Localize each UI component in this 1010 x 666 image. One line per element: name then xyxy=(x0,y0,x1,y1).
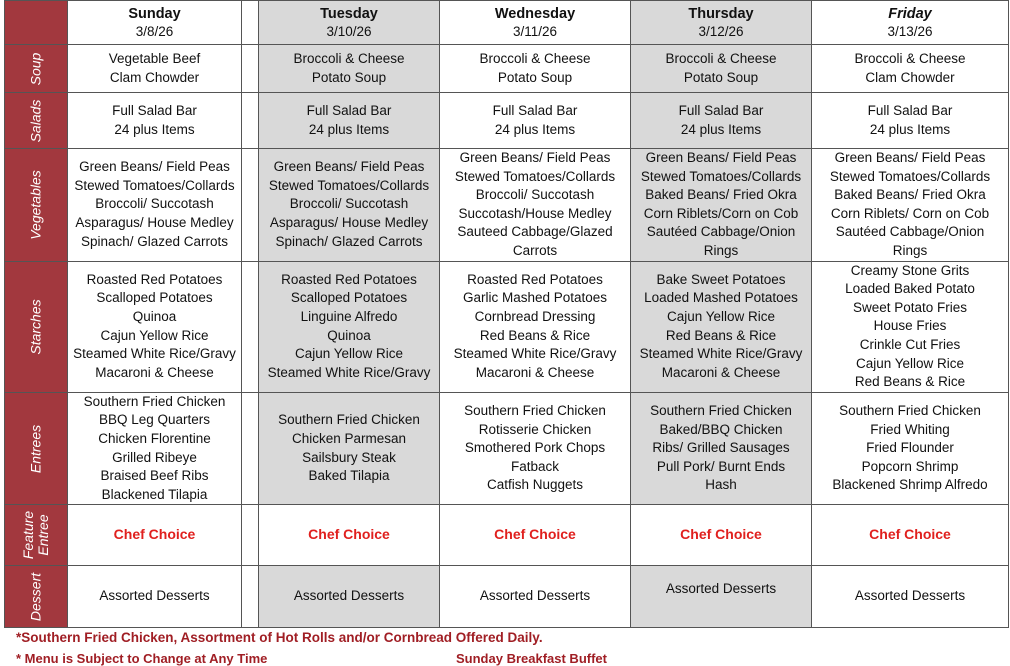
menu-item: Steamed White Rice/Gravy xyxy=(639,346,803,362)
menu-item: Green Beans/ Field Peas xyxy=(459,150,611,165)
menu-item: Popcorn Shrimp xyxy=(861,458,959,474)
day-header-thursday xyxy=(631,1,812,45)
category-label: Salads xyxy=(27,99,44,142)
menu-item: Vegetable Beef xyxy=(108,50,201,66)
menu-item: Full Salad Bar xyxy=(492,102,578,118)
day-date: 3/12/26 xyxy=(698,23,744,39)
menu-item: Cajun Yellow Rice xyxy=(294,346,404,362)
dessert-cell xyxy=(259,566,440,628)
category-label: Feature xyxy=(20,511,36,560)
column-spacer xyxy=(242,1,259,45)
menu-item: Braised Beef Ribs xyxy=(100,468,209,484)
menu-item: Scalloped Potatoes xyxy=(290,290,408,306)
column-spacer xyxy=(242,93,259,149)
column-spacer xyxy=(242,566,259,628)
dessert-text: Assorted Desserts xyxy=(293,588,405,604)
menu-cell xyxy=(259,93,440,149)
menu-item: Smothered Pork Chops xyxy=(464,440,606,456)
day-header-sunday xyxy=(68,1,242,45)
row-salads xyxy=(5,93,1009,149)
menu-item: Sweet Potato Fries xyxy=(852,299,968,315)
menu-item: Southern Fried Chicken xyxy=(464,403,606,419)
menu-item: Cajun Yellow Rice xyxy=(100,327,209,343)
dessert-cell xyxy=(631,566,812,628)
feature-cell xyxy=(631,505,812,566)
menu-cell xyxy=(440,149,631,262)
dessert-text: Assorted Desserts xyxy=(479,588,591,604)
column-spacer xyxy=(242,45,259,93)
menu-item: Stewed Tomatoes/Collards xyxy=(268,177,430,193)
menu-item: Corn Riblets/Corn on Cob xyxy=(643,205,799,221)
day-date: 3/8/26 xyxy=(135,23,174,39)
menu-item: Cajun Yellow Rice xyxy=(666,309,776,325)
chef-choice-label: Chef Choice xyxy=(680,526,762,543)
menu-item: Quinoa xyxy=(327,327,371,343)
menu-item: Rotisserie Chicken xyxy=(478,421,592,437)
menu-item: Chicken Parmesan xyxy=(291,430,407,446)
menu-cell xyxy=(68,392,242,505)
row-dessert xyxy=(5,566,1009,628)
menu-item: Fried Flounder xyxy=(866,440,954,456)
menu-item: Potato Soup xyxy=(497,69,573,85)
menu-item: Ribs/ Grilled Sausages xyxy=(652,440,790,456)
chef-choice-label: Chef Choice xyxy=(308,526,390,543)
menu-item: Roasted Red Potatoes xyxy=(281,271,417,287)
menu-item: Fried Whiting xyxy=(870,421,950,437)
menu-item: Broccoli/ Succotash xyxy=(475,187,595,203)
menu-item: Chicken Florentine xyxy=(98,430,211,446)
column-spacer xyxy=(242,149,259,262)
menu-item: Steamed White Rice/Gravy xyxy=(453,346,617,362)
day-name: Wednesday xyxy=(494,5,576,22)
menu-item: BBQ Leg Quarters xyxy=(98,412,211,428)
menu-item: Green Beans/ Field Peas xyxy=(645,150,797,165)
dessert-cell xyxy=(68,566,242,628)
menu-item: Baked Beans/ Fried Okra xyxy=(645,187,797,203)
menu-item: Broccoli/ Succotash xyxy=(289,196,409,212)
menu-item: Linguine Alfredo xyxy=(300,309,398,325)
menu-item: Grilled Ribeye xyxy=(112,449,197,465)
dessert-cell xyxy=(812,566,1009,628)
menu-item: Green Beans/ Field Peas xyxy=(273,159,425,175)
menu-cell xyxy=(440,93,631,149)
menu-item: Clam Chowder xyxy=(865,69,955,85)
menu-item: Broccoli & Cheese xyxy=(479,50,591,66)
day-name: Tuesday xyxy=(320,5,378,22)
menu-item: Baked Beans/ Fried Okra xyxy=(834,187,986,203)
chef-choice-label: Chef Choice xyxy=(494,526,576,543)
feature-cell xyxy=(812,505,1009,566)
menu-item: Catfish Nuggets xyxy=(486,477,584,493)
menu-item: Creamy Stone Grits xyxy=(850,262,970,278)
category-soup xyxy=(5,45,68,93)
menu-item: Bake Sweet Potatoes xyxy=(656,271,786,287)
menu-item: Full Salad Bar xyxy=(112,102,197,118)
day-name: Friday xyxy=(888,5,932,22)
menu-item: Spinach/ Glazed Carrots xyxy=(275,233,423,249)
menu-item: Full Salad Bar xyxy=(678,102,764,118)
menu-item: 24 plus Items xyxy=(308,121,390,137)
menu-item: Clam Chowder xyxy=(109,69,200,85)
menu-item: Loaded Baked Potato xyxy=(845,281,975,297)
menu-item: Baked Tilapia xyxy=(308,468,390,484)
menu-item: Loaded Mashed Potatoes xyxy=(644,290,798,306)
feature-cell xyxy=(259,505,440,566)
menu-item: Stewed Tomatoes/Collards xyxy=(829,168,991,184)
category-label: Soup xyxy=(27,52,44,85)
menu-item: Broccoli & Cheese xyxy=(293,50,405,66)
menu-item: Roasted Red Potatoes xyxy=(467,271,603,287)
menu-item: Sautéed Cabbage/Onion xyxy=(835,224,985,240)
day-header-wednesday xyxy=(440,1,631,45)
menu-item: Steamed White Rice/Gravy xyxy=(73,346,236,362)
cut-off-note: * Menu is Subject to Change at Any Time xyxy=(16,651,268,666)
menu-cell xyxy=(440,45,631,93)
menu-item: Red Beans & Rice xyxy=(665,327,777,343)
menu-item: Macaroni & Cheese xyxy=(95,364,214,380)
feature-cell xyxy=(68,505,242,566)
menu-item: Blackened Tilapia xyxy=(101,486,208,502)
menu-item: Crinkle Cut Fries xyxy=(859,336,961,352)
dessert-text: Assorted Desserts xyxy=(665,581,777,597)
menu-item: Quinoa xyxy=(132,309,177,325)
menu-item: Southern Fried Chicken xyxy=(278,412,420,428)
category-feature-entree xyxy=(5,505,68,566)
column-spacer xyxy=(242,261,259,392)
menu-item: Macaroni & Cheese xyxy=(475,364,595,380)
menu-item: Carrots xyxy=(512,242,558,258)
menu-item: Cajun Yellow Rice xyxy=(855,355,965,371)
category-vegetables xyxy=(5,149,68,262)
menu-cell xyxy=(631,149,812,262)
menu-item: Red Beans & Rice xyxy=(854,374,966,390)
cut-off-note: Sunday Breakfast Buffet xyxy=(456,651,607,666)
menu-item: Asparagus/ House Medley xyxy=(269,215,429,231)
category-starches xyxy=(5,261,68,392)
menu-item: Rings xyxy=(703,242,739,258)
menu-cell xyxy=(812,392,1009,505)
menu-cell xyxy=(440,392,631,505)
day-name: Thursday xyxy=(688,5,754,22)
day-date: 3/11/26 xyxy=(512,23,558,39)
row-starches xyxy=(5,261,1009,392)
category-label: Entree xyxy=(35,514,51,556)
menu-cell xyxy=(259,261,440,392)
header-corner xyxy=(5,1,68,45)
menu-cell xyxy=(631,392,812,505)
menu-cell xyxy=(259,392,440,505)
menu-cell xyxy=(631,93,812,149)
menu-item: Green Beans/ Field Peas xyxy=(834,150,986,165)
menu-item: Sailsbury Steak xyxy=(302,449,396,465)
menu-item: 24 plus Items xyxy=(494,121,576,137)
row-entrees xyxy=(5,392,1009,505)
menu-cell xyxy=(812,45,1009,93)
menu-item: Blackened Shrimp Alfredo xyxy=(832,477,988,493)
menu-item: Full Salad Bar xyxy=(867,102,953,118)
dessert-cell xyxy=(440,566,631,628)
menu-item: Stewed Tomatoes/Collards xyxy=(74,177,235,193)
row-feature-entree xyxy=(5,505,1009,566)
menu-item: Broccoli/ Succotash xyxy=(95,196,214,212)
menu-cell xyxy=(812,261,1009,392)
menu-item: Stewed Tomatoes/Collards xyxy=(454,168,616,184)
menu-item: Garlic Mashed Potatoes xyxy=(462,290,608,306)
day-date: 3/13/26 xyxy=(887,23,933,39)
category-salads xyxy=(5,93,68,149)
menu-item: Macaroni & Cheese xyxy=(661,364,781,380)
menu-cell xyxy=(68,261,242,392)
category-label: Vegetables xyxy=(27,170,44,240)
menu-item: Fatback xyxy=(510,458,560,474)
menu-cell xyxy=(68,45,242,93)
menu-item: Scalloped Potatoes xyxy=(96,290,213,306)
menu-cell xyxy=(812,93,1009,149)
header-row xyxy=(5,1,1009,45)
day-header-tuesday xyxy=(259,1,440,45)
dessert-text: Assorted Desserts xyxy=(854,588,966,604)
column-spacer xyxy=(242,392,259,505)
menu-item: 24 plus Items xyxy=(680,121,762,137)
feature-cell xyxy=(440,505,631,566)
weekly-menu-table xyxy=(4,0,1009,628)
menu-item: Broccoli & Cheese xyxy=(854,50,966,66)
menu-item: Cornbread Dressing xyxy=(474,309,596,325)
menu-item: House Fries xyxy=(873,318,947,334)
day-date: 3/10/26 xyxy=(326,23,372,39)
category-label: Entrees xyxy=(27,424,44,473)
menu-item: Succotash/House Medley xyxy=(458,205,612,221)
column-spacer xyxy=(242,505,259,566)
menu-cell xyxy=(68,149,242,262)
menu-item: Potato Soup xyxy=(311,69,387,85)
menu-item: 24 plus Items xyxy=(114,121,195,137)
footnote: *Southern Fried Chicken, Assortment of Hot Rolls and/or Cornbread Offered Daily. xyxy=(16,630,543,645)
menu-cell xyxy=(812,149,1009,262)
day-name: Sunday xyxy=(128,5,181,22)
dessert-text: Assorted Desserts xyxy=(99,588,210,604)
category-entrees xyxy=(5,392,68,505)
menu-cell xyxy=(68,93,242,149)
menu-item: Steamed White Rice/Gravy xyxy=(267,364,431,380)
menu-item: Broccoli & Cheese xyxy=(665,50,777,66)
menu-item: Southern Fried Chicken xyxy=(839,403,981,419)
menu-cell xyxy=(631,45,812,93)
menu-item: Roasted Red Potatoes xyxy=(86,271,223,287)
menu-cell xyxy=(631,261,812,392)
menu-cell xyxy=(440,261,631,392)
chef-choice-label: Chef Choice xyxy=(113,526,196,543)
menu-item: Pull Pork/ Burnt Ends xyxy=(656,458,786,474)
menu-item: Corn Riblets/ Corn on Cob xyxy=(830,205,990,221)
menu-cell xyxy=(259,45,440,93)
menu-item: Potato Soup xyxy=(683,69,759,85)
menu-item: Southern Fried Chicken xyxy=(650,403,792,419)
menu-item: 24 plus Items xyxy=(869,121,951,137)
menu-item: Southern Fried Chicken xyxy=(83,393,226,409)
menu-item: Red Beans & Rice xyxy=(479,327,591,343)
menu-item: Spinach/ Glazed Carrots xyxy=(80,233,229,249)
category-dessert xyxy=(5,566,68,628)
menu-item: Rings xyxy=(892,242,928,258)
category-label: Dessert xyxy=(27,572,44,621)
menu-cell xyxy=(259,149,440,262)
menu-item: Green Beans/ Field Peas xyxy=(79,159,230,175)
chef-choice-label: Chef Choice xyxy=(869,526,951,543)
category-label: Starches xyxy=(27,299,44,355)
day-header-friday xyxy=(812,1,1009,45)
row-vegetables xyxy=(5,149,1009,262)
menu-item: Hash xyxy=(705,477,737,493)
menu-item: Asparagus/ House Medley xyxy=(75,215,234,231)
row-soup xyxy=(5,45,1009,93)
menu-item: Full Salad Bar xyxy=(306,102,392,118)
menu-item: Stewed Tomatoes/Collards xyxy=(640,168,802,184)
menu-item: Baked/BBQ Chicken xyxy=(659,421,783,437)
menu-item: Sautéed Cabbage/Onion xyxy=(646,224,796,240)
menu-item: Sauteed Cabbage/Glazed xyxy=(457,224,613,240)
